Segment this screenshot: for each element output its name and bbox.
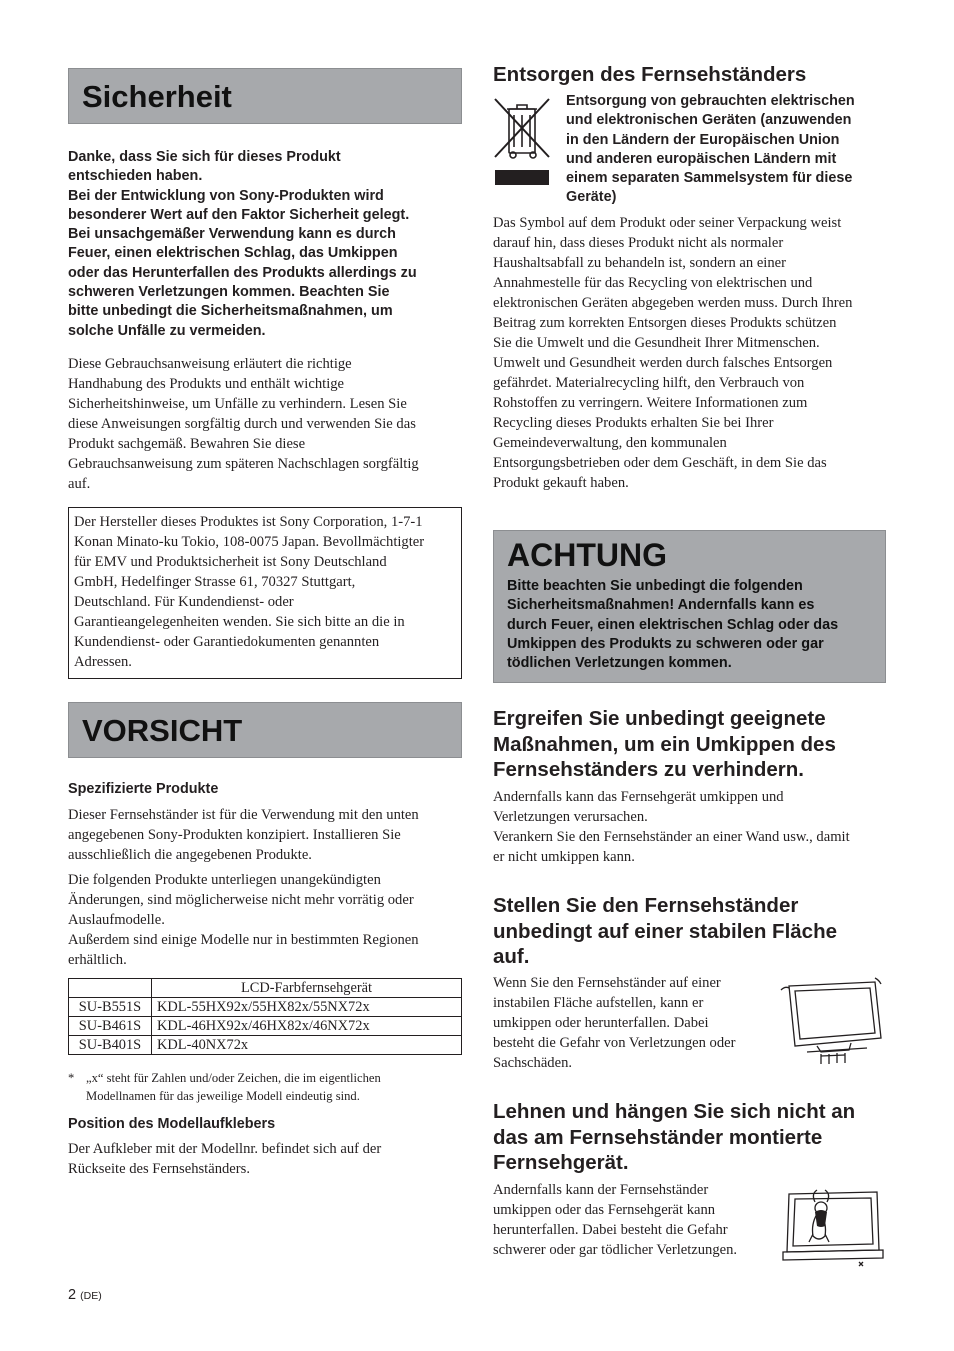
body-line: Diese Gebrauchsanweisung erläutert die richtige: [68, 356, 352, 372]
body-line: Wenn Sie den Fernsehständer auf einer: [493, 975, 721, 991]
heading-line: das am Fernsehständer montierte: [493, 1125, 823, 1149]
table-cell: SU-B461S: [69, 1017, 152, 1036]
body-line: auf.: [68, 476, 91, 492]
disposal-bold-line: Geräte): [566, 189, 617, 206]
body-line: umkippen oder herunterfallen. Dabei: [493, 1015, 709, 1031]
section3-body: [493, 1180, 783, 1260]
vorsicht-title: VORSICHT: [82, 713, 243, 748]
achtung-title: ACHTUNG: [507, 537, 667, 573]
heading-line: Maßnahmen, um ein Umkippen des: [493, 732, 836, 756]
body-line: herunterfallen. Dabei besteht die Gefahr: [493, 1222, 728, 1238]
body-line: Verankern Sie den Fernsehständer an einer Wand usw., damit: [493, 829, 850, 845]
body-line: gefährdet. Materialrecycling hilft, den Verbrauch von: [493, 375, 805, 391]
intro-line: besonderer Wert auf den Faktor Sicherheit gelegt.: [68, 206, 410, 223]
body-line: Der Aufkleber mit der Modellnr. befindet sich auf der: [68, 1141, 382, 1157]
achtung-text: [507, 577, 875, 673]
intro-line: schweren Verletzungen kommen. Beachten Sie: [68, 284, 390, 301]
intro-line: Bei unsachgemäßer Verwendung kann es durch: [68, 226, 396, 243]
table-row: [69, 1036, 462, 1055]
body-line: Recycling dieses Produkts erhalten Sie bei Ihrer: [493, 415, 774, 431]
spec-paragraph-2: [68, 870, 462, 970]
body-line: Andernfalls kann der Fernsehständer: [493, 1182, 709, 1198]
intro-line: oder das Herunterfallen des Produkts allerdings zu: [68, 264, 417, 281]
section2-title: [493, 893, 886, 970]
body-line: Beitrag zum korrekten Entsorgen dieses Produkts schützen: [493, 315, 837, 331]
body-line: Produkt sachgemäß. Bewahren Sie diese: [68, 436, 306, 452]
body-line: Außerdem sind einige Modelle nur in bestimmten Regionen: [68, 932, 419, 948]
disposal-bold-line: und anderen europäischen Ländern mit: [566, 150, 837, 167]
body-line: besteht die Gefahr von Verletzungen oder: [493, 1035, 736, 1051]
body-line: Auslaufmodelle.: [68, 912, 165, 928]
box-line: Adressen.: [74, 654, 132, 670]
disposal-bold-text: [566, 92, 888, 208]
table-header-cell: [69, 979, 152, 998]
body-line: angegebenen Sony-Produkten konzipiert. Installieren Sie: [68, 827, 401, 843]
intro-line: bitte unbedingt die Sicherheitsmaßnahmen, um: [68, 303, 393, 320]
manufacturer-box: [68, 507, 462, 679]
body-line: Rohstoffen zu verringern. Weitere Informationen zum: [493, 395, 808, 411]
table-row: [69, 998, 462, 1017]
position-text: [68, 1139, 462, 1179]
body-line: er nicht umkippen kann.: [493, 849, 635, 865]
body-line: Gebrauchsanweisung zum späteren Nachschlagen sorgfältig: [68, 456, 419, 472]
box-line: Der Hersteller dieses Produktes ist Sony Corporation, 1-7-1: [74, 514, 423, 530]
vorsicht-banner: [68, 702, 462, 758]
intro-line: entschieden haben.: [68, 168, 203, 185]
unstable-tv-illustration-icon: [777, 976, 887, 1068]
body-line: instabilen Fläche aufstellen, kann er: [493, 995, 704, 1011]
position-heading: Position des Modellaufklebers: [68, 1116, 276, 1132]
footnote-line: „x“ steht für Zahlen und/oder Zeichen, die im eigentlichen: [86, 1071, 381, 1085]
box-line: für EMV und Produktsicherheit ist Sony Deutschland: [74, 554, 387, 570]
body-line: darauf hin, dass dieses Produkt nicht als normaler: [493, 235, 784, 251]
body-line: Umwelt und Gesundheit werden durch falsches Entsorgen: [493, 355, 833, 371]
box-line: Garantieangelegenheiten wenden. Sie sich bitte an die in: [74, 614, 405, 630]
footnote-line: Modellnamen für das jeweilige Modell eindeutig sind.: [86, 1088, 360, 1103]
body-line: umkippen oder das Fernsehgerät kann: [493, 1202, 716, 1218]
body-line: Die folgenden Produkte unterliegen unangekündigten: [68, 872, 381, 888]
body-line: Rückseite des Fernsehständers.: [68, 1161, 250, 1177]
heading-line: unbedingt auf einer stabilen Fläche: [493, 919, 837, 943]
body-line: ausschließlich die angegebenen Produkte.: [68, 847, 312, 863]
body-line: Sie die Umwelt und die Gesundheit Ihrer Mitmenschen.: [493, 335, 820, 351]
table-cell: KDL-40NX72x: [152, 1036, 462, 1055]
box-line: Kundendienst- oder Garantiedokumenten genannten: [74, 634, 380, 650]
sicherheit-intro: [68, 148, 462, 341]
table-cell: SU-B551S: [69, 998, 152, 1017]
body-line: elektronischen Geräten abgegeben werden muss. Durch Ihren: [493, 295, 853, 311]
table-row: [69, 1017, 462, 1036]
page-number-value: 2: [68, 1287, 77, 1303]
heading-line: Lehnen und hängen Sie sich nicht an: [493, 1100, 856, 1123]
disposal-bold-line: Entsorgung von gebrauchten elektrischen: [566, 93, 855, 109]
achtung-line: Umkippen des Produkts zu schweren oder gar: [507, 635, 824, 652]
disposal-title: Entsorgen des Fernsehständers: [493, 63, 807, 86]
body-line: Haushaltsabfall zu behandeln ist, sondern an einer: [493, 255, 786, 271]
table-header-cell: LCD-Farbfernsehgerät: [152, 979, 462, 998]
box-line: Deutschland. Für Kundendienst- oder: [74, 594, 294, 610]
heading-line: Ergreifen Sie unbedingt geeignete: [493, 707, 826, 730]
body-line: Annahmestelle für das Recycling von elektrischen und: [493, 275, 813, 291]
body-line: Das Symbol auf dem Produkt oder seiner Verpackung weist: [493, 215, 842, 231]
section3-title: [493, 1099, 886, 1176]
table-cell: SU-B401S: [69, 1036, 152, 1055]
body-line: Andernfalls kann das Fernsehgerät umkippen und: [493, 789, 784, 805]
body-line: Handhabung des Produkts und enthält wichtige: [68, 376, 345, 392]
box-line: Konan Minato-ku Tokio, 108-0075 Japan. Bevollmächtigter: [74, 534, 425, 550]
page-language: (DE): [80, 1290, 102, 1302]
heading-line: Fernsehgerät.: [493, 1151, 629, 1174]
page-number: [68, 1287, 102, 1303]
achtung-line: Bitte beachten Sie unbedingt die folgenden: [507, 578, 803, 594]
table-cell: KDL-46HX92x/46HX82x/46NX72x: [152, 1017, 462, 1036]
intro-line: Feuer, einen elektrischen Schlag, das Umkippen: [68, 245, 398, 262]
body-line: Entsorgungsbetrieben oder dem Geschäft, in dem Sie das: [493, 455, 827, 471]
intro-line: Bei der Entwicklung von Sony-Produkten wird: [68, 187, 384, 204]
achtung-line: tödlichen Verletzungen kommen.: [507, 655, 732, 672]
disposal-bold-line: in den Ländern der Europäischen Union: [566, 131, 840, 148]
disposal-bold-line: und elektronischen Geräten (anzuwenden: [566, 112, 852, 129]
section1-body: [493, 787, 886, 867]
disposal-body: [493, 213, 886, 493]
body-line: diese Anweisungen sorgfältig durch und verwenden Sie das: [68, 416, 416, 432]
body-line: Sicherheitshinweise, um Unfälle zu verhindern. Lesen Sie: [68, 396, 407, 412]
model-table: [68, 978, 462, 1055]
spec-paragraph-1: [68, 805, 462, 865]
crossed-out-wheelie-bin-icon: [493, 97, 550, 187]
intro-line: Danke, dass Sie sich für dieses Produkt: [68, 149, 341, 165]
body-line: erhältlich.: [68, 952, 127, 968]
disposal-bold-line: einem separaten Sammelsystem für diese: [566, 170, 853, 187]
sicherheit-banner: [68, 68, 462, 124]
achtung-line: Sicherheitsmaßnahmen! Andernfalls kann es: [507, 597, 815, 614]
body-line: Änderungen, sind möglicherweise nicht mehr vorrätig oder: [68, 892, 414, 908]
body-line: Sachschäden.: [493, 1055, 573, 1071]
section2-body: [493, 973, 783, 1073]
intro-line: solche Unfälle zu vermeiden.: [68, 322, 266, 339]
person-hanging-on-tv-illustration-icon: [779, 1186, 887, 1270]
body-line: Gemeindeverwaltung, den kommunalen: [493, 435, 727, 451]
footnote: [68, 1070, 462, 1105]
footnote-mark: *: [68, 1071, 75, 1085]
body-line: Verletzungen verursachen.: [493, 809, 648, 825]
achtung-banner: [493, 530, 886, 683]
body-line: schwerer oder gar tödlicher Verletzungen.: [493, 1242, 738, 1258]
section1-title: [493, 706, 886, 783]
heading-line: Stellen Sie den Fernsehständer: [493, 894, 799, 917]
box-line: GmbH, Hedelfinger Strasse 61, 70327 Stuttgart,: [74, 574, 356, 590]
heading-line: auf.: [493, 945, 530, 968]
table-header-row: [69, 979, 462, 998]
table-cell: KDL-55HX92x/55HX82x/55NX72x: [152, 998, 462, 1017]
body-line: Dieser Fernsehständer ist für die Verwendung mit den unten: [68, 807, 419, 823]
sicherheit-title: Sicherheit: [82, 79, 232, 114]
body-line: Produkt gekauft haben.: [493, 475, 629, 491]
sicherheit-body: [68, 354, 462, 494]
heading-line: Fernsehständers zu verhindern.: [493, 758, 805, 781]
spec-heading: Spezifizierte Produkte: [68, 781, 219, 797]
achtung-line: durch Feuer, einen elektrischen Schlag oder das: [507, 616, 839, 633]
